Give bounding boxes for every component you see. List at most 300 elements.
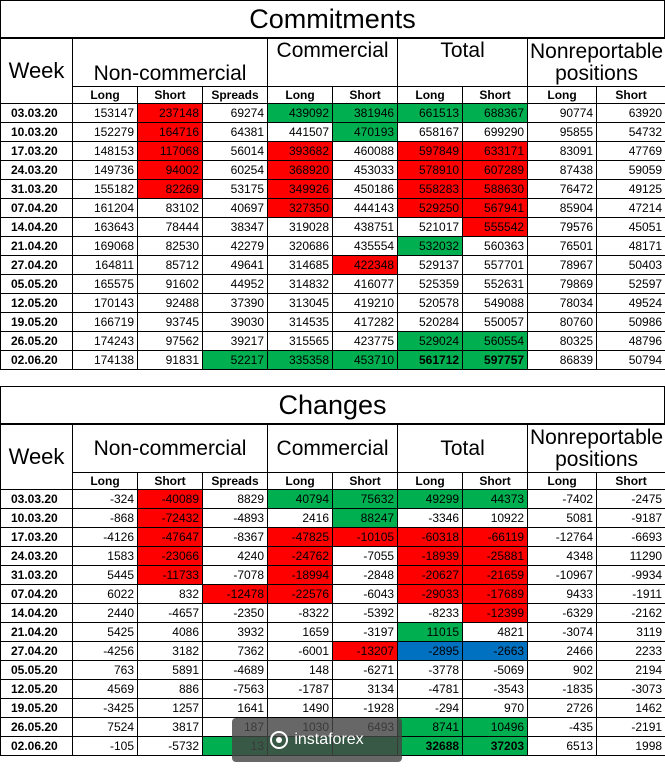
value-cell: -4689 (203, 661, 268, 680)
table-row (1, 680, 665, 699)
value-cell: 5891 (138, 661, 203, 680)
value-cell: -2191 (597, 718, 665, 737)
value-cell: -47647 (138, 528, 203, 547)
value-cell: 164811 (73, 256, 138, 275)
value-cell: 56014 (203, 142, 268, 161)
week-cell: 05.05.20 (1, 275, 73, 294)
commercial-header: Commercial (268, 425, 398, 473)
value-cell: 381946 (333, 104, 398, 123)
value-cell: -6271 (333, 661, 398, 680)
week-cell: 19.05.20 (1, 313, 73, 332)
value-cell: 2416 (268, 509, 333, 528)
value-cell: 561712 (398, 351, 463, 370)
value-cell: 40697 (203, 199, 268, 218)
week-cell: 26.05.20 (1, 718, 73, 737)
table-row (1, 161, 665, 180)
value-cell: 63920 (597, 104, 665, 123)
value-cell: 50794 (597, 351, 665, 370)
value-cell: 49125 (597, 180, 665, 199)
value-cell: 49299 (398, 490, 463, 509)
value-cell: 174138 (73, 351, 138, 370)
value-cell: 86839 (528, 351, 597, 370)
week-cell: 21.04.20 (1, 623, 73, 642)
value-cell: 970 (463, 699, 528, 718)
value-cell: 50403 (597, 256, 665, 275)
value-cell: 5081 (528, 509, 597, 528)
table-row (1, 351, 665, 370)
value-cell: 153147 (73, 104, 138, 123)
table-row (1, 699, 665, 718)
value-cell: 37203 (463, 737, 528, 756)
value-cell: 163643 (73, 218, 138, 237)
value-cell: 69274 (203, 104, 268, 123)
value-cell: 91602 (138, 275, 203, 294)
value-cell: 152279 (73, 123, 138, 142)
value-cell: 320686 (268, 237, 333, 256)
value-cell: -1835 (528, 680, 597, 699)
value-cell: 52217 (203, 351, 268, 370)
value-cell: -4126 (73, 528, 138, 547)
value-cell: -3543 (463, 680, 528, 699)
value-cell: 4086 (138, 623, 203, 642)
col-short-header: Short (333, 87, 398, 104)
value-cell: 42279 (203, 237, 268, 256)
value-cell: 49524 (597, 294, 665, 313)
value-cell: 94002 (138, 161, 203, 180)
value-cell: -20627 (398, 566, 463, 585)
value-cell: 439092 (268, 104, 333, 123)
value-cell: 166719 (73, 313, 138, 332)
value-cell: -7055 (333, 547, 398, 566)
value-cell: 85712 (138, 256, 203, 275)
table-row (1, 313, 665, 332)
table-row (1, 332, 665, 351)
value-cell: 2726 (528, 699, 597, 718)
value-cell: 1659 (268, 623, 333, 642)
value-cell: 92488 (138, 294, 203, 313)
value-cell: 161204 (73, 199, 138, 218)
value-cell: 441507 (268, 123, 333, 142)
commercial-header: Commercial (268, 39, 398, 87)
value-cell: 319028 (268, 218, 333, 237)
value-cell: 1641 (203, 699, 268, 718)
value-cell: 5425 (73, 623, 138, 642)
value-cell: 567941 (463, 199, 528, 218)
changes-section (0, 386, 665, 756)
col-short-header: Short (138, 87, 203, 104)
value-cell: -868 (73, 509, 138, 528)
value-cell: 44952 (203, 275, 268, 294)
noncommercial-header: Non-commercial (73, 39, 268, 87)
value-cell: 75632 (333, 490, 398, 509)
value-cell: 549088 (463, 294, 528, 313)
instaforex-logo-icon (270, 731, 288, 749)
value-cell: 557701 (463, 256, 528, 275)
value-cell: 529250 (398, 199, 463, 218)
week-cell: 27.04.20 (1, 256, 73, 275)
value-cell: -23066 (138, 547, 203, 566)
value-cell: 658167 (398, 123, 463, 142)
value-cell: -6329 (528, 604, 597, 623)
value-cell: 435554 (333, 237, 398, 256)
value-cell: 9433 (528, 585, 597, 604)
value-cell: -12399 (463, 604, 528, 623)
col-long-header: Long (73, 87, 138, 104)
value-cell: -29033 (398, 585, 463, 604)
value-cell: 49641 (203, 256, 268, 275)
value-cell: 78034 (528, 294, 597, 313)
value-cell: 453033 (333, 161, 398, 180)
table-row (1, 218, 665, 237)
value-cell: 39030 (203, 313, 268, 332)
week-header: Week (1, 425, 73, 490)
table-row (1, 490, 665, 509)
value-cell: 633171 (463, 142, 528, 161)
value-cell: -8322 (268, 604, 333, 623)
value-cell: -18939 (398, 547, 463, 566)
value-cell: 460088 (333, 142, 398, 161)
value-cell: -1787 (268, 680, 333, 699)
value-cell: 80325 (528, 332, 597, 351)
value-cell: 82530 (138, 237, 203, 256)
value-cell: 237148 (138, 104, 203, 123)
value-cell: 327350 (268, 199, 333, 218)
value-cell: 85904 (528, 199, 597, 218)
table-row (1, 199, 665, 218)
value-cell: 314535 (268, 313, 333, 332)
commitments-table (0, 38, 665, 370)
value-cell: 78967 (528, 256, 597, 275)
value-cell: 7524 (73, 718, 138, 737)
instaforex-watermark (232, 718, 402, 762)
value-cell: 2194 (597, 661, 665, 680)
value-cell: 597757 (463, 351, 528, 370)
value-cell: 453710 (333, 351, 398, 370)
value-cell: 6513 (528, 737, 597, 756)
col-short-header: Short (138, 473, 203, 490)
value-cell: 902 (528, 661, 597, 680)
commitments-body (1, 104, 665, 370)
value-cell: 588630 (463, 180, 528, 199)
week-cell: 17.03.20 (1, 142, 73, 161)
value-cell: 688367 (463, 104, 528, 123)
value-cell: -9934 (597, 566, 665, 585)
value-cell: 450186 (333, 180, 398, 199)
value-cell: 7362 (203, 642, 268, 661)
value-cell: -47825 (268, 528, 333, 547)
value-cell: -1928 (333, 699, 398, 718)
value-cell: 550057 (463, 313, 528, 332)
value-cell: 155182 (73, 180, 138, 199)
value-cell: 83102 (138, 199, 203, 218)
value-cell: 82269 (138, 180, 203, 199)
value-cell: 53175 (203, 180, 268, 199)
col-long-header: Long (268, 87, 333, 104)
value-cell: 50986 (597, 313, 665, 332)
value-cell: 165575 (73, 275, 138, 294)
value-cell: -2475 (597, 490, 665, 509)
col-short-header: Short (333, 473, 398, 490)
table-row (1, 123, 665, 142)
value-cell: 1490 (268, 699, 333, 718)
value-cell: -7402 (528, 490, 597, 509)
table-row (1, 275, 665, 294)
value-cell: 1462 (597, 699, 665, 718)
week-cell: 31.03.20 (1, 180, 73, 199)
value-cell: 11015 (398, 623, 463, 642)
value-cell: 64381 (203, 123, 268, 142)
value-cell: -435 (528, 718, 597, 737)
week-cell: 07.04.20 (1, 585, 73, 604)
value-cell: 47214 (597, 199, 665, 218)
value-cell: 87438 (528, 161, 597, 180)
col-long-header: Long (528, 473, 597, 490)
week-cell: 10.03.20 (1, 509, 73, 528)
week-cell: 19.05.20 (1, 699, 73, 718)
week-cell: 12.05.20 (1, 294, 73, 313)
value-cell: 661513 (398, 104, 463, 123)
value-cell: 97562 (138, 332, 203, 351)
value-cell: 438751 (333, 218, 398, 237)
table-row (1, 566, 665, 585)
value-cell: 4821 (463, 623, 528, 642)
value-cell: 2440 (73, 604, 138, 623)
week-cell: 31.03.20 (1, 566, 73, 585)
value-cell: -17689 (463, 585, 528, 604)
value-cell: 174243 (73, 332, 138, 351)
value-cell: -324 (73, 490, 138, 509)
value-cell: 417282 (333, 313, 398, 332)
table-row (1, 661, 665, 680)
table-row (1, 547, 665, 566)
value-cell: -2350 (203, 604, 268, 623)
value-cell: 11290 (597, 547, 665, 566)
value-cell: -11733 (138, 566, 203, 585)
value-cell: -4893 (203, 509, 268, 528)
value-cell: 886 (138, 680, 203, 699)
value-cell: 3182 (138, 642, 203, 661)
week-cell: 12.05.20 (1, 680, 73, 699)
week-header: Week (1, 39, 73, 104)
value-cell: -12764 (528, 528, 597, 547)
week-cell: 26.05.20 (1, 332, 73, 351)
value-cell: 76472 (528, 180, 597, 199)
week-cell: 07.04.20 (1, 199, 73, 218)
value-cell: 597849 (398, 142, 463, 161)
week-cell: 27.04.20 (1, 642, 73, 661)
value-cell: 444143 (333, 199, 398, 218)
changes-table (0, 424, 665, 756)
value-cell: 52597 (597, 275, 665, 294)
table-row (1, 294, 665, 313)
value-cell: 10922 (463, 509, 528, 528)
value-cell: -21659 (463, 566, 528, 585)
commitments-section (0, 0, 665, 370)
value-cell: 470193 (333, 123, 398, 142)
value-cell: -7078 (203, 566, 268, 585)
value-cell: 45051 (597, 218, 665, 237)
value-cell: 47769 (597, 142, 665, 161)
value-cell: -22576 (268, 585, 333, 604)
total-header: Total (398, 39, 528, 87)
value-cell: 48796 (597, 332, 665, 351)
value-cell: 560363 (463, 237, 528, 256)
value-cell: 315565 (268, 332, 333, 351)
value-cell: 3119 (597, 623, 665, 642)
value-cell: -3197 (333, 623, 398, 642)
table-row (1, 237, 665, 256)
value-cell: 552631 (463, 275, 528, 294)
value-cell: 555542 (463, 218, 528, 237)
value-cell: 699290 (463, 123, 528, 142)
value-cell: 832 (138, 585, 203, 604)
value-cell: 529137 (398, 256, 463, 275)
value-cell: 44373 (463, 490, 528, 509)
value-cell: 88247 (333, 509, 398, 528)
table-row (1, 642, 665, 661)
value-cell: 520578 (398, 294, 463, 313)
value-cell: -25881 (463, 547, 528, 566)
value-cell: 169068 (73, 237, 138, 256)
value-cell: 3134 (333, 680, 398, 699)
col-long-header: Long (398, 87, 463, 104)
value-cell: 4348 (528, 547, 597, 566)
value-cell: -5069 (463, 661, 528, 680)
changes-body (1, 490, 665, 756)
value-cell: 40794 (268, 490, 333, 509)
value-cell: 529024 (398, 332, 463, 351)
value-cell: -4657 (138, 604, 203, 623)
week-cell: 03.03.20 (1, 104, 73, 123)
table-row (1, 180, 665, 199)
value-cell: -2663 (463, 642, 528, 661)
value-cell: 607289 (463, 161, 528, 180)
value-cell: -12478 (203, 585, 268, 604)
watermark-text: instaforex (294, 731, 364, 748)
value-cell: 54732 (597, 123, 665, 142)
value-cell: 10496 (463, 718, 528, 737)
col-short-header: Short (463, 473, 528, 490)
value-cell: 79576 (528, 218, 597, 237)
value-cell: 170143 (73, 294, 138, 313)
value-cell: 8829 (203, 490, 268, 509)
value-cell: 314685 (268, 256, 333, 275)
value-cell: 763 (73, 661, 138, 680)
table-row (1, 256, 665, 275)
value-cell: 38347 (203, 218, 268, 237)
week-cell: 05.05.20 (1, 661, 73, 680)
value-cell: 78444 (138, 218, 203, 237)
value-cell: 95855 (528, 123, 597, 142)
value-cell: 1583 (73, 547, 138, 566)
changes-title: Changes (0, 386, 665, 424)
value-cell: 521017 (398, 218, 463, 237)
value-cell: 76501 (528, 237, 597, 256)
value-cell: 148 (268, 661, 333, 680)
value-cell: 91831 (138, 351, 203, 370)
value-cell: 149736 (73, 161, 138, 180)
value-cell: 393682 (268, 142, 333, 161)
value-cell: 525359 (398, 275, 463, 294)
col-short-header: Short (597, 473, 665, 490)
value-cell: 79869 (528, 275, 597, 294)
value-cell: -60318 (398, 528, 463, 547)
value-cell: 313045 (268, 294, 333, 313)
value-cell: 8741 (398, 718, 463, 737)
value-cell: -3425 (73, 699, 138, 718)
value-cell: 2233 (597, 642, 665, 661)
value-cell: 335358 (268, 351, 333, 370)
value-cell: 4240 (203, 547, 268, 566)
table-row (1, 509, 665, 528)
table-row (1, 585, 665, 604)
week-cell: 03.03.20 (1, 490, 73, 509)
value-cell: -2895 (398, 642, 463, 661)
value-cell: 148153 (73, 142, 138, 161)
value-cell: 80760 (528, 313, 597, 332)
value-cell: -4256 (73, 642, 138, 661)
value-cell: 419210 (333, 294, 398, 313)
col-long-header: Long (73, 473, 138, 490)
value-cell: 4569 (73, 680, 138, 699)
value-cell: 3817 (138, 718, 203, 737)
value-cell: 2466 (528, 642, 597, 661)
value-cell: 423775 (333, 332, 398, 351)
value-cell: 117068 (138, 142, 203, 161)
value-cell: 314832 (268, 275, 333, 294)
value-cell: 59059 (597, 161, 665, 180)
value-cell: -105 (73, 737, 138, 756)
value-cell: 3932 (203, 623, 268, 642)
value-cell: -4781 (398, 680, 463, 699)
value-cell: -294 (398, 699, 463, 718)
value-cell: 578910 (398, 161, 463, 180)
col-long-header: Long (398, 473, 463, 490)
col-spreads-header: Spreads (203, 473, 268, 490)
value-cell: 5445 (73, 566, 138, 585)
value-cell: 164716 (138, 123, 203, 142)
value-cell: -3073 (597, 680, 665, 699)
noncommercial-header: Non-commercial (73, 425, 268, 473)
table-row (1, 528, 665, 547)
value-cell: -2848 (333, 566, 398, 585)
nonreportable-header: Nonreportable positions (528, 39, 665, 87)
week-cell: 24.03.20 (1, 547, 73, 566)
value-cell: -24762 (268, 547, 333, 566)
value-cell: 90774 (528, 104, 597, 123)
col-long-header: Long (528, 87, 597, 104)
week-cell: 02.06.20 (1, 737, 73, 756)
value-cell: -6043 (333, 585, 398, 604)
value-cell: 39217 (203, 332, 268, 351)
col-spreads-header: Spreads (203, 87, 268, 104)
week-cell: 10.03.20 (1, 123, 73, 142)
value-cell: -7563 (203, 680, 268, 699)
value-cell: -10105 (333, 528, 398, 547)
value-cell: 349926 (268, 180, 333, 199)
value-cell: 558283 (398, 180, 463, 199)
value-cell: -8233 (398, 604, 463, 623)
value-cell: 416077 (333, 275, 398, 294)
value-cell: -3778 (398, 661, 463, 680)
value-cell: 37390 (203, 294, 268, 313)
value-cell: 1998 (597, 737, 665, 756)
value-cell: -3346 (398, 509, 463, 528)
value-cell: -40089 (138, 490, 203, 509)
col-short-header: Short (597, 87, 665, 104)
week-cell: 02.06.20 (1, 351, 73, 370)
value-cell: 93745 (138, 313, 203, 332)
